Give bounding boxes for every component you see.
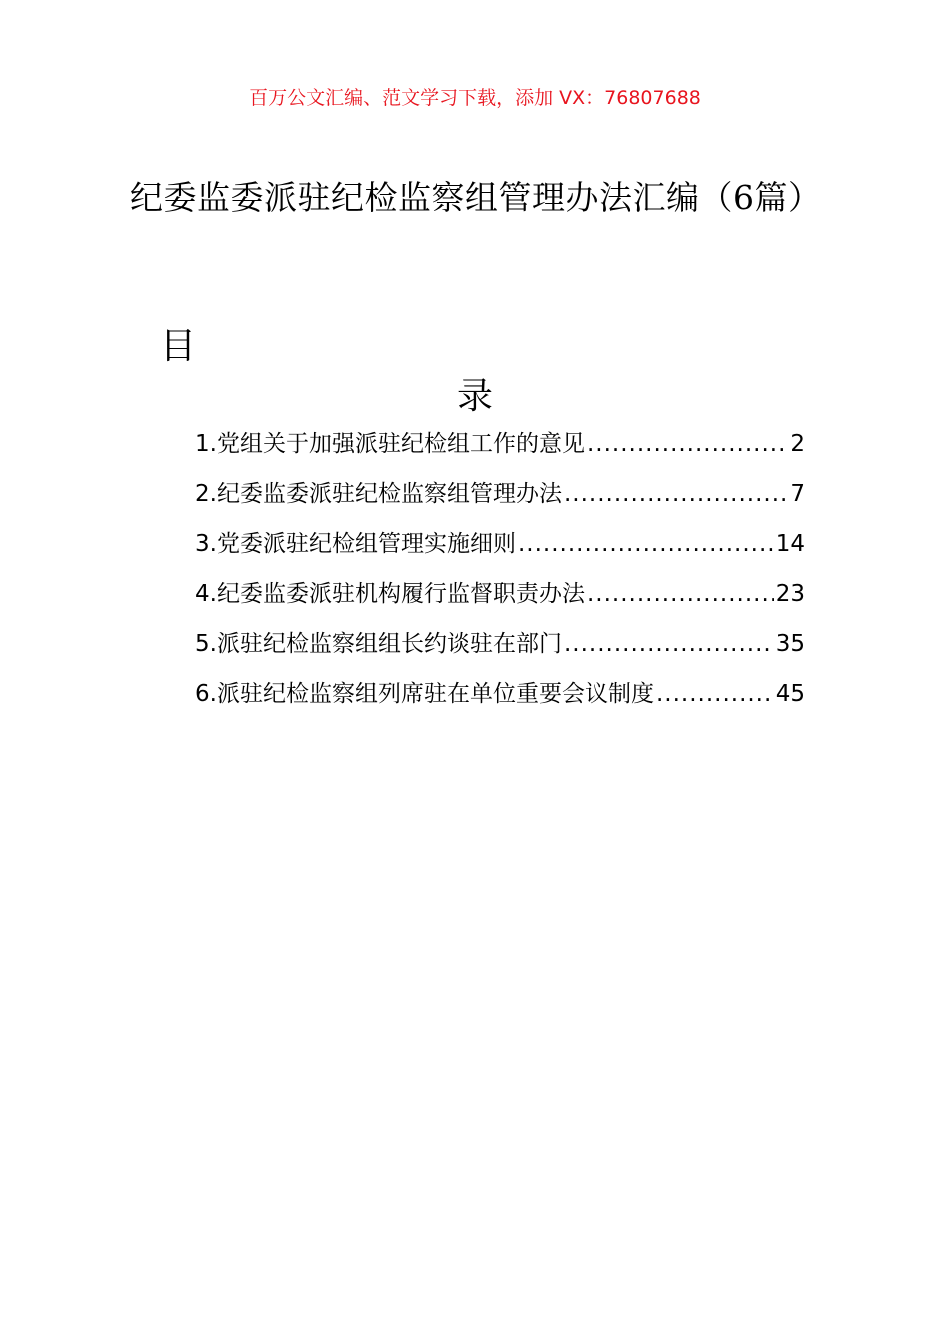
toc-leader-dots bbox=[564, 624, 774, 664]
toc-entry-label: 5.派驻纪检监察组组长约谈驻在部门 bbox=[195, 631, 562, 657]
toc-entry[interactable] bbox=[195, 624, 805, 674]
toc-leader-dots bbox=[587, 424, 788, 464]
document-title: 纪委监委派驻纪检监察组管理办法汇编（6篇） bbox=[130, 178, 822, 217]
toc-entry[interactable] bbox=[195, 474, 805, 524]
toc-entry-label: 2.纪委监委派驻纪检监察组管理办法 bbox=[195, 481, 562, 507]
toc-entry-page: 7 bbox=[790, 481, 805, 507]
toc-leader-dots bbox=[587, 574, 774, 614]
toc-leader-dots bbox=[518, 524, 774, 564]
toc-entry-page: 2 bbox=[790, 431, 805, 457]
toc-entry-label: 1.党组关于加强派驻纪检组工作的意见 bbox=[195, 431, 585, 457]
table-of-contents bbox=[195, 424, 805, 724]
toc-entry-label: 4.纪委监委派驻机构履行监督职责办法 bbox=[195, 581, 585, 607]
toc-leader-dots bbox=[564, 474, 788, 514]
toc-entry-page: 35 bbox=[775, 631, 805, 657]
toc-entry-label: 6.派驻纪检监察组列席驻在单位重要会议制度 bbox=[195, 681, 654, 707]
header-banner: 百万公文汇编、范文学习下载，添加 VX：76807688 bbox=[249, 87, 701, 109]
toc-heading-part1: 目 bbox=[160, 326, 197, 367]
toc-entry-label: 3.党委派驻纪检组管理实施细则 bbox=[195, 531, 516, 557]
toc-entry-page: 14 bbox=[775, 531, 805, 557]
toc-entry[interactable] bbox=[195, 674, 805, 724]
toc-leader-dots bbox=[656, 674, 774, 714]
toc-heading-part2: 录 bbox=[456, 376, 493, 417]
toc-entry[interactable] bbox=[195, 574, 805, 624]
toc-entry[interactable] bbox=[195, 524, 805, 574]
toc-entry[interactable] bbox=[195, 424, 805, 474]
toc-entry-page: 23 bbox=[775, 581, 805, 607]
toc-entry-page: 45 bbox=[775, 681, 805, 707]
